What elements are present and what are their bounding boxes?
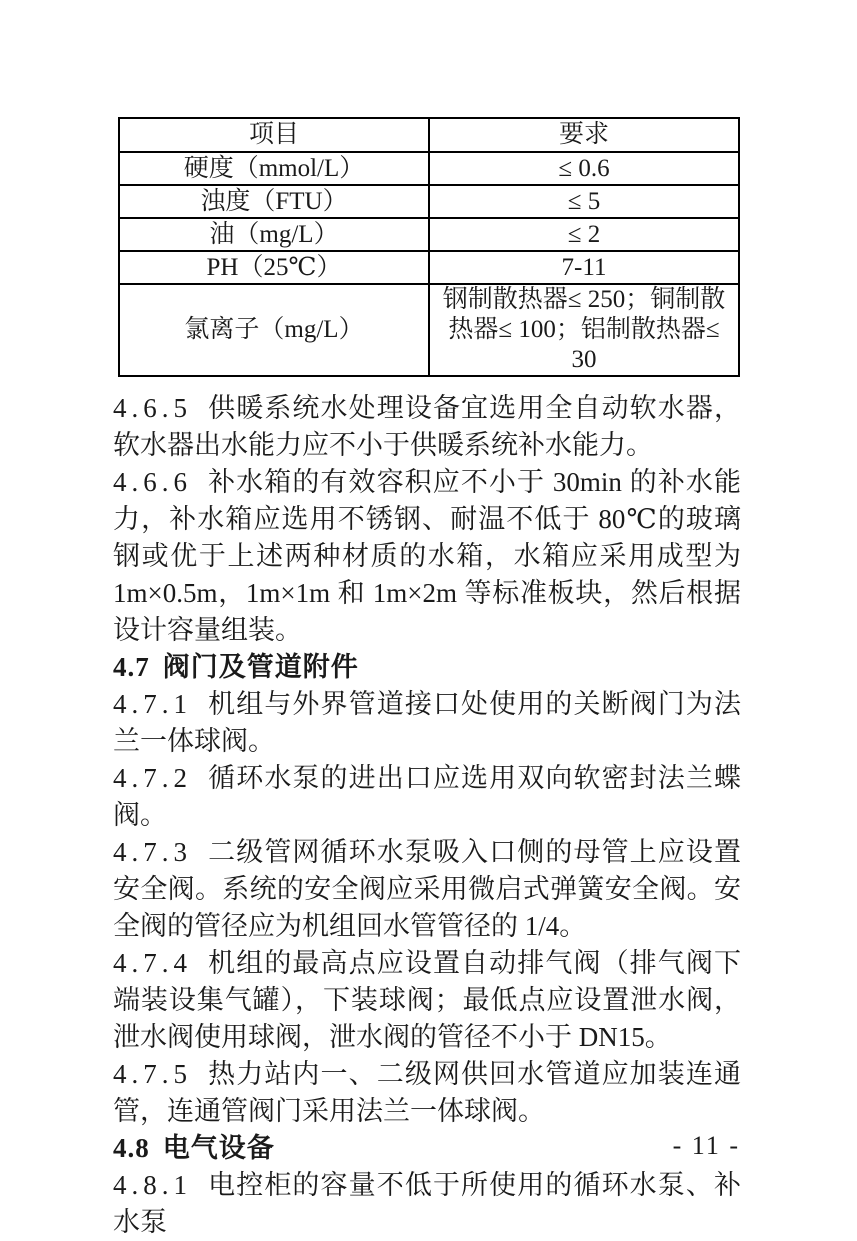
column-header-requirement: 要求 xyxy=(429,118,739,152)
body-text xyxy=(113,390,741,1241)
table-row xyxy=(119,284,739,376)
clause-4-6-6 xyxy=(113,464,741,649)
clause-4-7-5 xyxy=(113,1056,741,1130)
clause-text: 供暖系统水处理设备宜选用全自动软水器，软水器出水能力应不小于供暖系统补水能力。 xyxy=(113,393,741,460)
clause-number: 4.6.5 xyxy=(113,393,192,423)
requirement-cell: ≤ 0.6 xyxy=(429,152,739,185)
clause-text: 机组与外界管道接口处使用的关断阀门为法兰一体球阀。 xyxy=(113,689,741,756)
clause-text: 机组的最高点应设置自动排气阀（排气阀下端装设集气罐），下装球阀；最低点应设置泄水阀，泄水阀使用球阀，泄水阀的管径不小于 DN15。 xyxy=(113,948,741,1052)
clause-4-8-1 xyxy=(113,1167,741,1241)
requirement-cell: 钢制散热器≤ 250；铜制散热器≤ 100；铝制散热器≤ 30 xyxy=(429,284,739,376)
clause-number: 4.7.3 xyxy=(113,837,192,867)
clause-text: 电控柜的容量不低于所使用的循环水泵、补水泵 xyxy=(113,1170,741,1237)
section-number: 4.8 xyxy=(113,1133,150,1163)
item-cell: PH（25℃） xyxy=(119,251,429,284)
clause-number: 4.7.2 xyxy=(113,763,192,793)
water-quality-table xyxy=(118,117,740,377)
page-content xyxy=(113,117,741,1241)
clause-text: 循环水泵的进出口应选用双向软密封法兰蝶阀。 xyxy=(113,763,741,830)
clause-number: 4.8.1 xyxy=(113,1170,192,1200)
clause-text: 热力站内一、二级网供回水管道应加装连通管，连通管阀门采用法兰一体球阀。 xyxy=(113,1059,741,1126)
section-number: 4.7 xyxy=(113,652,150,682)
requirement-cell: ≤ 5 xyxy=(429,185,739,218)
item-cell: 硬度（mmol/L） xyxy=(119,152,429,185)
item-cell: 氯离子（mg/L） xyxy=(119,284,429,376)
clause-number: 4.6.6 xyxy=(113,467,192,497)
table-row xyxy=(119,185,739,218)
requirement-cell: ≤ 2 xyxy=(429,218,739,251)
clause-4-7-4 xyxy=(113,945,741,1056)
page-number: - 11 - xyxy=(672,1131,740,1160)
clause-4-7-1 xyxy=(113,686,741,760)
table-header-row xyxy=(119,118,739,152)
table-row xyxy=(119,152,739,185)
requirement-cell: 7-11 xyxy=(429,251,739,284)
section-heading-4-8 xyxy=(113,1130,741,1167)
section-heading-4-7 xyxy=(113,649,741,686)
item-cell: 油（mg/L） xyxy=(119,218,429,251)
table-row xyxy=(119,251,739,284)
clause-number: 4.7.4 xyxy=(113,948,192,978)
clause-4-7-2 xyxy=(113,760,741,834)
item-cell: 浊度（FTU） xyxy=(119,185,429,218)
section-title: 阀门及管道附件 xyxy=(162,652,359,682)
clause-4-7-3 xyxy=(113,834,741,945)
section-title: 电气设备 xyxy=(162,1133,275,1163)
clause-4-6-5 xyxy=(113,390,741,464)
clause-number: 4.7.1 xyxy=(113,689,192,719)
clause-number: 4.7.5 xyxy=(113,1059,192,1089)
clause-text: 二级管网循环水泵吸入口侧的母管上应设置安全阀。系统的安全阀应采用微启式弹簧安全阀。安全阀的管径应为机组回水管管径的 1/4。 xyxy=(113,837,741,941)
clause-text: 补水箱的有效容积应不小于 30min 的补水能力，补水箱应选用不锈钢、耐温不低于 80℃的玻璃钢或优于上述两种材质的水箱，水箱应采用成型为 1m×0.5m，1m×1m 和 1m×2m 等标准板块，然后根据设计容量组装。 xyxy=(113,467,741,645)
column-header-item: 项目 xyxy=(119,118,429,152)
table-row xyxy=(119,218,739,251)
